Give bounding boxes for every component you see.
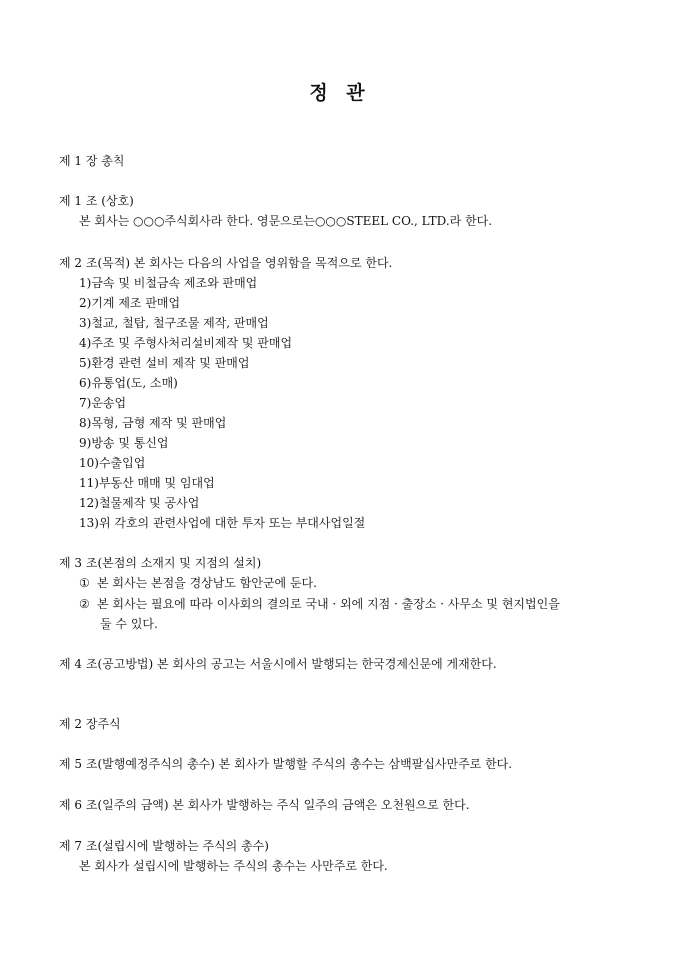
article-2-item: 2)기계 제조 판매업 [79, 296, 181, 310]
article-2-item: 13)위 각호의 관련사업에 대한 투자 또는 부대사업일절 [79, 516, 366, 530]
chapter-1-heading: 제 1 장 총칙 [59, 154, 125, 168]
article-3-clause-2 [79, 596, 560, 612]
article-2-item: 1)금속 및 비철금속 제조와 판매업 [79, 276, 258, 290]
clause-text: 본 회사는 본점을 경상남도 함안군에 둔다. [97, 576, 317, 590]
article-4: 제 4 조(공고방법) 본 회사의 공고는 서울시에서 발행되는 한국경제신문에 게재한다. [59, 657, 497, 671]
article-7-body: 본 회사가 설립시에 발행하는 주식의 총수는 사만주로 한다. [79, 859, 388, 873]
article-3-clause-1 [79, 575, 317, 591]
article-2-item: 9)방송 및 통신업 [79, 436, 169, 450]
article-2-item: 4)주조 및 주형사처리설비제작 및 판매업 [79, 336, 293, 350]
article-2-item: 11)부동산 매매 및 임대업 [79, 476, 215, 490]
article-5: 제 5 조(발행예정주식의 총수) 본 회사가 발행할 주식의 총수는 삼백팔십사만주로 한다. [59, 757, 513, 771]
article-2-heading: 제 2 조(목적) 본 회사는 다음의 사업을 영위함을 목적으로 한다. [59, 256, 393, 270]
chapter-2-heading: 제 2 장주식 [59, 717, 121, 731]
article-2-item: 3)철교, 철탑, 철구조물 제작, 판매업 [79, 316, 269, 330]
clause-text: 본 회사는 필요에 따라 이사회의 결의로 국내 · 외에 지점 · 출장소 · 사무소 및 현지법인을 [97, 597, 560, 611]
article-2-item: 6)유통업(도, 소매) [79, 376, 178, 390]
article-2-item: 10)수출입업 [79, 456, 146, 470]
clause-marker: ① [79, 576, 90, 590]
article-2-item: 7)운송업 [79, 396, 127, 410]
article-1-body: 본 회사는 ○○○주식회사라 한다. 영문으로는○○○STEEL CO., LTD.라 한다. [79, 214, 493, 228]
document-title: 정 관 [309, 82, 371, 104]
article-7-heading: 제 7 조(설립시에 발행하는 주식의 총수) [59, 839, 269, 853]
article-3-clause-2-cont: 둘 수 있다. [100, 617, 158, 631]
article-2-item: 12)철물제작 및 공사업 [79, 496, 200, 510]
article-6: 제 6 조(일주의 금액) 본 회사가 발행하는 주식 일주의 금액은 오천원으로 한다. [59, 798, 470, 812]
article-3-heading: 제 3 조(본점의 소재지 및 지점의 설치) [59, 556, 262, 570]
clause-marker: ② [79, 597, 90, 611]
article-2-item: 5)환경 관련 설비 제작 및 판매업 [79, 356, 250, 370]
article-2-item: 8)목형, 금형 제작 및 판매업 [79, 416, 227, 430]
article-1-heading: 제 1 조 (상호) [59, 194, 134, 208]
